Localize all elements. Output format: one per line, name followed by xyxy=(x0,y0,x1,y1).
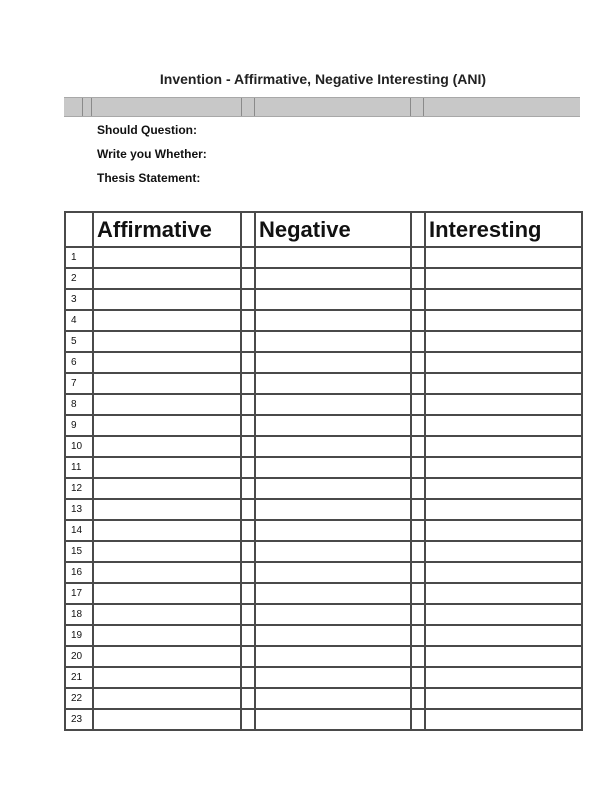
table-row xyxy=(65,415,582,436)
row-number: 12 xyxy=(65,478,93,499)
row-number: 8 xyxy=(65,394,93,415)
bar-separator xyxy=(423,98,424,116)
header-divider-bar xyxy=(64,97,580,117)
write-whether-label: Write you Whether: xyxy=(97,147,207,161)
row-number: 23 xyxy=(65,709,93,730)
table-body xyxy=(65,247,582,730)
interesting-cell[interactable] xyxy=(425,352,582,373)
interesting-cell[interactable] xyxy=(425,499,582,520)
spacer-header xyxy=(411,212,425,247)
spacer-cell xyxy=(411,604,425,625)
spacer-cell xyxy=(411,247,425,268)
table-row xyxy=(65,394,582,415)
negative-cell[interactable] xyxy=(255,415,411,436)
table-row xyxy=(65,667,582,688)
should-question-label: Should Question: xyxy=(97,123,197,137)
negative-cell[interactable] xyxy=(255,436,411,457)
affirmative-cell[interactable] xyxy=(93,562,241,583)
row-number: 16 xyxy=(65,562,93,583)
interesting-cell[interactable] xyxy=(425,520,582,541)
spacer-cell xyxy=(411,478,425,499)
row-number: 14 xyxy=(65,520,93,541)
affirmative-cell[interactable] xyxy=(93,394,241,415)
page-title: Invention - Affirmative, Negative Interesting (ANI) xyxy=(159,71,487,87)
row-number: 17 xyxy=(65,583,93,604)
interesting-cell[interactable] xyxy=(425,667,582,688)
row-number: 1 xyxy=(65,247,93,268)
affirmative-cell[interactable] xyxy=(93,520,241,541)
negative-cell[interactable] xyxy=(255,646,411,667)
negative-cell[interactable] xyxy=(255,247,411,268)
ani-table xyxy=(64,211,583,731)
interesting-cell[interactable] xyxy=(425,268,582,289)
interesting-cell[interactable] xyxy=(425,604,582,625)
spacer-header xyxy=(241,212,255,247)
negative-cell[interactable] xyxy=(255,478,411,499)
spacer-cell xyxy=(241,247,255,268)
row-number: 10 xyxy=(65,436,93,457)
negative-cell[interactable] xyxy=(255,625,411,646)
row-number: 11 xyxy=(65,457,93,478)
affirmative-cell[interactable] xyxy=(93,436,241,457)
negative-cell[interactable] xyxy=(255,520,411,541)
row-number: 20 xyxy=(65,646,93,667)
affirmative-cell[interactable] xyxy=(93,625,241,646)
interesting-cell[interactable] xyxy=(425,562,582,583)
spacer-cell xyxy=(241,709,255,730)
interesting-cell[interactable] xyxy=(425,415,582,436)
negative-cell[interactable] xyxy=(255,541,411,562)
row-number: 9 xyxy=(65,415,93,436)
row-number: 5 xyxy=(65,331,93,352)
affirmative-cell[interactable] xyxy=(93,457,241,478)
interesting-cell[interactable] xyxy=(425,289,582,310)
negative-cell[interactable] xyxy=(255,352,411,373)
spacer-cell xyxy=(241,667,255,688)
affirmative-cell[interactable] xyxy=(93,331,241,352)
bar-separator xyxy=(82,98,83,116)
spacer-cell xyxy=(241,352,255,373)
negative-cell[interactable] xyxy=(255,583,411,604)
row-number: 7 xyxy=(65,373,93,394)
table-row xyxy=(65,268,582,289)
spacer-cell xyxy=(241,520,255,541)
bar-separator xyxy=(410,98,411,116)
row-number: 19 xyxy=(65,625,93,646)
spacer-cell xyxy=(411,709,425,730)
bar-separator xyxy=(254,98,255,116)
spacer-cell xyxy=(241,373,255,394)
row-number: 3 xyxy=(65,289,93,310)
negative-cell[interactable] xyxy=(255,688,411,709)
row-number: 18 xyxy=(65,604,93,625)
spacer-cell xyxy=(241,415,255,436)
table-row xyxy=(65,373,582,394)
affirmative-cell[interactable] xyxy=(93,646,241,667)
spacer-cell xyxy=(241,688,255,709)
spacer-cell xyxy=(241,499,255,520)
spacer-cell xyxy=(411,646,425,667)
negative-cell[interactable] xyxy=(255,268,411,289)
number-column-header xyxy=(65,212,93,247)
spacer-cell xyxy=(411,520,425,541)
affirmative-cell[interactable] xyxy=(93,688,241,709)
interesting-cell[interactable] xyxy=(425,478,582,499)
table-row xyxy=(65,247,582,268)
negative-cell[interactable] xyxy=(255,709,411,730)
interesting-cell[interactable] xyxy=(425,457,582,478)
bar-separator xyxy=(241,98,242,116)
table-row xyxy=(65,541,582,562)
interesting-cell[interactable] xyxy=(425,394,582,415)
spacer-cell xyxy=(411,310,425,331)
affirmative-cell[interactable] xyxy=(93,289,241,310)
interesting-cell[interactable] xyxy=(425,373,582,394)
interesting-cell[interactable] xyxy=(425,583,582,604)
interesting-cell[interactable] xyxy=(425,247,582,268)
affirmative-cell[interactable] xyxy=(93,604,241,625)
interesting-cell[interactable] xyxy=(425,709,582,730)
spacer-cell xyxy=(241,310,255,331)
negative-cell[interactable] xyxy=(255,562,411,583)
negative-cell[interactable] xyxy=(255,667,411,688)
interesting-cell[interactable] xyxy=(425,625,582,646)
spacer-cell xyxy=(411,352,425,373)
interesting-cell[interactable] xyxy=(425,436,582,457)
row-number: 22 xyxy=(65,688,93,709)
spacer-cell xyxy=(241,583,255,604)
thesis-statement-label: Thesis Statement: xyxy=(97,171,201,185)
spacer-cell xyxy=(411,457,425,478)
affirmative-cell[interactable] xyxy=(93,499,241,520)
table-row xyxy=(65,478,582,499)
negative-cell[interactable] xyxy=(255,310,411,331)
table-row xyxy=(65,310,582,331)
row-number: 6 xyxy=(65,352,93,373)
affirmative-cell[interactable] xyxy=(93,478,241,499)
affirmative-cell[interactable] xyxy=(93,667,241,688)
spacer-cell xyxy=(411,541,425,562)
table-row xyxy=(65,520,582,541)
affirmative-cell[interactable] xyxy=(93,415,241,436)
spacer-cell xyxy=(241,646,255,667)
table-row xyxy=(65,331,582,352)
spacer-cell xyxy=(411,436,425,457)
affirmative-cell[interactable] xyxy=(93,583,241,604)
row-number: 4 xyxy=(65,310,93,331)
table-row xyxy=(65,625,582,646)
table-row xyxy=(65,352,582,373)
affirmative-header: Affirmative xyxy=(93,212,241,247)
table-row xyxy=(65,499,582,520)
affirmative-cell[interactable] xyxy=(93,247,241,268)
spacer-cell xyxy=(411,583,425,604)
spacer-cell xyxy=(411,688,425,709)
spacer-cell xyxy=(411,373,425,394)
spacer-cell xyxy=(241,268,255,289)
spacer-cell xyxy=(411,562,425,583)
bar-separator xyxy=(91,98,92,116)
row-number: 15 xyxy=(65,541,93,562)
negative-cell[interactable] xyxy=(255,604,411,625)
spacer-cell xyxy=(241,562,255,583)
interesting-cell[interactable] xyxy=(425,541,582,562)
interesting-cell[interactable] xyxy=(425,310,582,331)
table-row xyxy=(65,436,582,457)
row-number: 13 xyxy=(65,499,93,520)
table-row xyxy=(65,289,582,310)
affirmative-cell[interactable] xyxy=(93,709,241,730)
affirmative-cell[interactable] xyxy=(93,310,241,331)
table-row xyxy=(65,604,582,625)
table-row xyxy=(65,583,582,604)
spacer-cell xyxy=(241,604,255,625)
negative-cell[interactable] xyxy=(255,289,411,310)
row-number: 2 xyxy=(65,268,93,289)
spacer-cell xyxy=(241,331,255,352)
spacer-cell xyxy=(241,436,255,457)
negative-cell[interactable] xyxy=(255,499,411,520)
spacer-cell xyxy=(411,415,425,436)
spacer-cell xyxy=(411,331,425,352)
interesting-cell[interactable] xyxy=(425,688,582,709)
interesting-cell[interactable] xyxy=(425,331,582,352)
spacer-cell xyxy=(241,289,255,310)
spacer-cell xyxy=(411,625,425,646)
table-row xyxy=(65,457,582,478)
table-row xyxy=(65,688,582,709)
header-row xyxy=(65,212,582,247)
affirmative-cell[interactable] xyxy=(93,268,241,289)
affirmative-cell[interactable] xyxy=(93,352,241,373)
table-row xyxy=(65,646,582,667)
negative-cell[interactable] xyxy=(255,457,411,478)
spacer-cell xyxy=(411,268,425,289)
row-number: 21 xyxy=(65,667,93,688)
negative-cell[interactable] xyxy=(255,331,411,352)
table-row xyxy=(65,562,582,583)
table-row xyxy=(65,709,582,730)
spacer-cell xyxy=(241,625,255,646)
negative-header: Negative xyxy=(255,212,411,247)
spacer-cell xyxy=(241,478,255,499)
affirmative-cell[interactable] xyxy=(93,541,241,562)
spacer-cell xyxy=(411,499,425,520)
affirmative-cell[interactable] xyxy=(93,373,241,394)
negative-cell[interactable] xyxy=(255,394,411,415)
interesting-cell[interactable] xyxy=(425,646,582,667)
spacer-cell xyxy=(241,394,255,415)
spacer-cell xyxy=(241,541,255,562)
negative-cell[interactable] xyxy=(255,373,411,394)
interesting-header: Interesting xyxy=(425,212,582,247)
spacer-cell xyxy=(411,289,425,310)
spacer-cell xyxy=(241,457,255,478)
spacer-cell xyxy=(411,394,425,415)
spacer-cell xyxy=(411,667,425,688)
